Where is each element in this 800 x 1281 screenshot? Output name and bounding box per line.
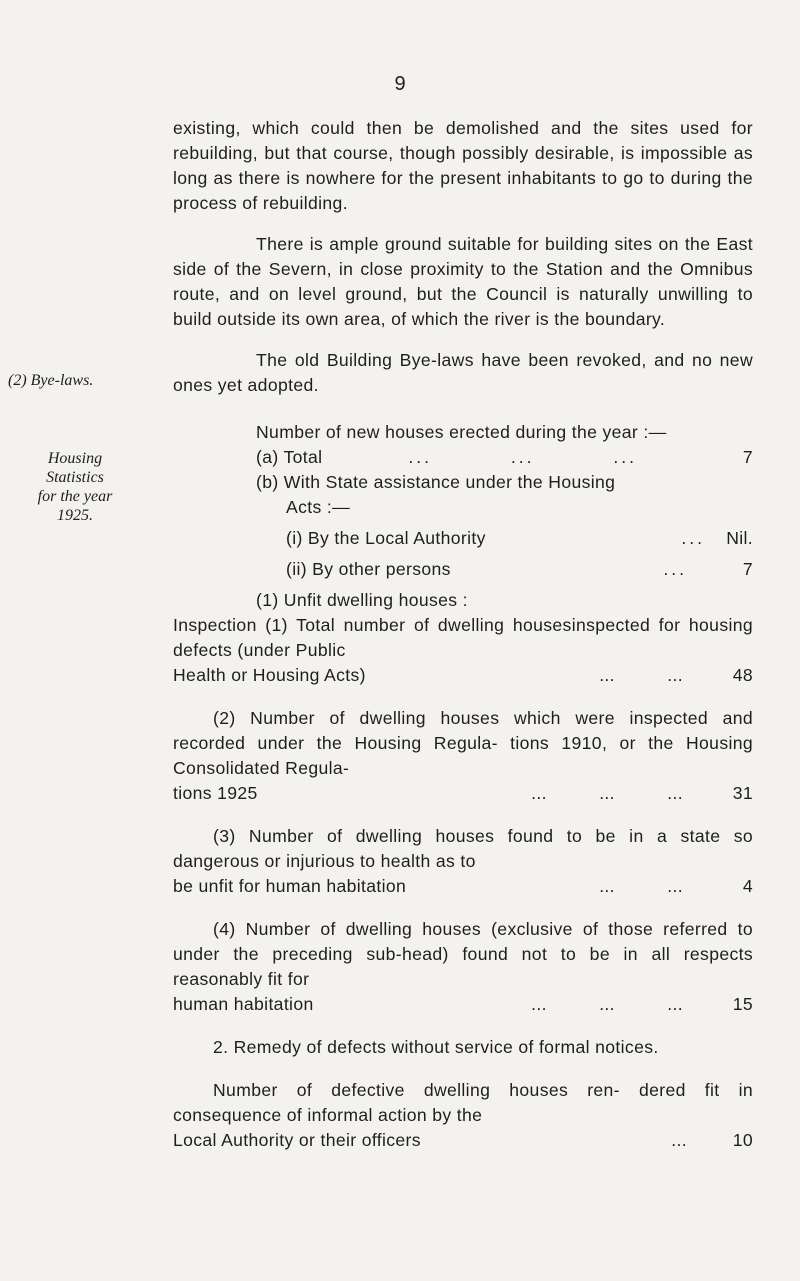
margin-note-line: for the year bbox=[37, 488, 113, 505]
housing-statistics-section bbox=[173, 420, 753, 1153]
item-value: 31 bbox=[732, 783, 753, 803]
item-text: Number of defective dwelling houses ren- dered fit in consequence of informal action by the bbox=[173, 1080, 753, 1125]
margin-note-housing-statistics bbox=[0, 449, 150, 525]
row-label: (b) With State assistance under the Housing bbox=[256, 472, 616, 492]
item-inspection bbox=[173, 613, 753, 688]
margin-note-bye-laws: (2) Bye-laws. bbox=[8, 372, 94, 389]
margin-note-line: Statistics bbox=[46, 469, 104, 486]
item-text: (4) Number of dwelling houses (exclusive of those referred to under the preceding sub-head) found not to be in all respects reasonably fit for bbox=[173, 919, 753, 989]
item-value: 10 bbox=[732, 1130, 753, 1150]
item-last-line bbox=[173, 663, 753, 688]
row-other-persons bbox=[173, 557, 753, 582]
row-state-assistance bbox=[173, 470, 753, 520]
item-4 bbox=[173, 917, 753, 1017]
item-last-line bbox=[173, 1128, 753, 1153]
item-remedy bbox=[173, 1078, 753, 1153]
new-houses-intro: Number of new houses erected during the year :— bbox=[256, 422, 667, 442]
item-label: tions 1925 bbox=[173, 783, 258, 803]
item-label: Local Authority or their officers bbox=[173, 1130, 421, 1150]
item-text: (2) Number of dwelling houses which were inspected and recorded under the Housing Regula- tions 1910, or the Housing Consolidated Regula- bbox=[173, 708, 753, 778]
item-value: 15 bbox=[732, 994, 753, 1014]
margin-note-line: Housing bbox=[47, 450, 103, 467]
item-dots: ... ... ... bbox=[531, 783, 683, 803]
item-value: 4 bbox=[742, 876, 753, 896]
row-value: 7 bbox=[742, 447, 753, 467]
row-label: (ii) By other persons bbox=[286, 559, 451, 579]
row-dots: ... ... ... bbox=[408, 447, 638, 467]
item-dots: ... ... ... bbox=[531, 994, 683, 1014]
remedy-heading: 2. Remedy of defects without service of formal notices. bbox=[213, 1037, 659, 1057]
item-label: Health or Housing Acts) bbox=[173, 665, 366, 685]
paragraph-building-sites: There is ample ground suitable for building sites on the East side of the Severn, in close proximity to the Station and the Omnibus route, and on level ground, but the Council is naturally unwilling to build outside its own area, of which the river is the boundary. bbox=[173, 234, 753, 329]
row-label-continued: Acts :— bbox=[286, 497, 351, 517]
main-text bbox=[173, 116, 753, 1153]
paragraph-rebuilding: existing, which could then be demolished and the sites used for rebuilding, but that course, though possibly desirable, is impossible as long as there is nowhere for the present inhabitants to go to during the process of rebuilding. bbox=[173, 118, 753, 213]
margin-note-line: 1925. bbox=[57, 507, 93, 524]
item-text: Inspection (1) Total number of dwelling housesinspected for housing defects (under Public bbox=[173, 615, 753, 660]
item-label: human habitation bbox=[173, 994, 314, 1014]
item-value: 48 bbox=[732, 665, 753, 685]
item-last-line bbox=[173, 992, 753, 1017]
item-dots: ... bbox=[671, 1130, 687, 1150]
item-last-line bbox=[173, 874, 753, 899]
row-total bbox=[173, 445, 753, 470]
item-dots: ... ... bbox=[599, 876, 683, 896]
item-dots: ... ... bbox=[599, 665, 683, 685]
row-dots: ... bbox=[663, 559, 687, 579]
item-label: be unfit for human habitation bbox=[173, 876, 407, 896]
paragraph-bye-laws: The old Building Bye-laws have been revoked, and no new ones yet adopted. bbox=[173, 350, 753, 395]
row-label: (i) By the Local Authority bbox=[286, 528, 486, 548]
row-dots: ... bbox=[681, 528, 705, 548]
item-last-line bbox=[173, 781, 753, 806]
item-3 bbox=[173, 824, 753, 899]
row-local-authority bbox=[173, 526, 753, 551]
item-text: (3) Number of dwelling houses found to be in a state so dangerous or injurious to health as to bbox=[173, 826, 753, 871]
item-2 bbox=[173, 706, 753, 806]
row-value: Nil. bbox=[726, 528, 753, 548]
row-value: 7 bbox=[742, 559, 753, 579]
page-number: 9 bbox=[394, 73, 406, 95]
row-label: (a) Total bbox=[256, 447, 323, 467]
unfit-heading: (1) Unfit dwelling houses : bbox=[256, 590, 468, 610]
